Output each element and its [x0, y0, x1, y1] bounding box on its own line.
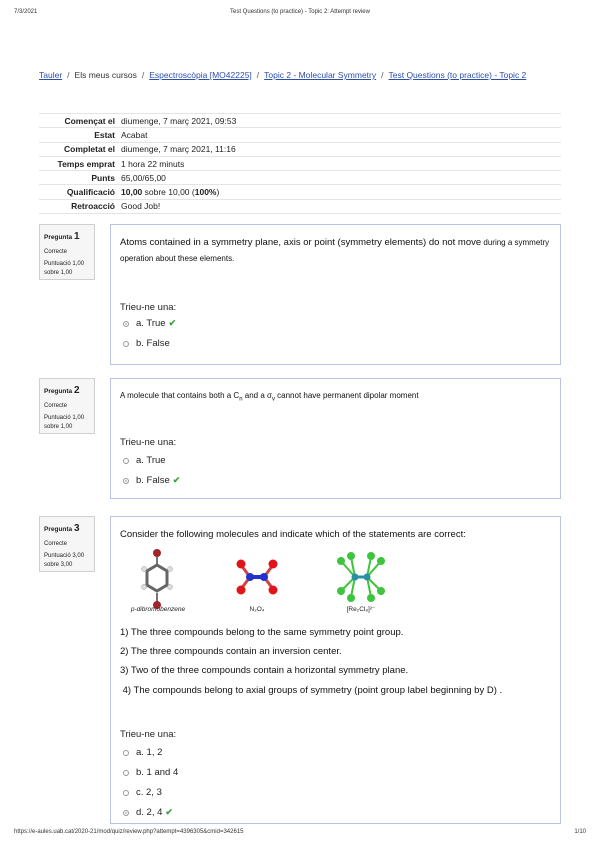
- summary-label: Temps emprat: [39, 156, 119, 170]
- answer-option-c[interactable]: c. 2, 3: [123, 787, 162, 798]
- statement-3: 3) Two of the three compounds contain a horizontal symmetry plane.: [120, 665, 409, 677]
- answer-prompt: Trieu-ne una:: [120, 437, 177, 448]
- radio-unselected[interactable]: [123, 458, 129, 464]
- statements-list: [120, 623, 502, 700]
- molecule-label-dibromobenzene: p-dibromobenzene: [130, 606, 186, 613]
- answer-prompt: Trieu-ne una:: [120, 302, 177, 313]
- statement-4: 4) The compounds belong to axial groups of symmetry (point group label beginning by D) .: [120, 684, 503, 696]
- breadcrumb-course[interactable]: Espectroscòpia [MO42225]: [149, 70, 252, 80]
- answer-option-b[interactable]: b. False: [123, 338, 170, 349]
- question-box-3: [110, 516, 561, 824]
- radio-unselected[interactable]: [123, 341, 129, 347]
- answer-prompt: Trieu-ne una:: [120, 729, 177, 740]
- breadcrumb-quiz[interactable]: Test Questions (to practice) - Topic 2: [388, 70, 527, 80]
- summary-value: 1 hora 22 minuts: [119, 156, 561, 170]
- summary-row: [39, 128, 561, 142]
- summary-label: Estat: [39, 128, 119, 142]
- question-mark: Puntuació 3,00 sobre 3,00: [44, 553, 85, 568]
- summary-row: [39, 156, 561, 170]
- statement-2: 2) The three compounds contain an inversion center.: [120, 646, 342, 658]
- answer-option-b[interactable]: b. 1 and 4: [123, 767, 178, 778]
- summary-value: Good Job!: [119, 199, 561, 213]
- summary-label: Completat el: [39, 142, 119, 156]
- answer-option-a[interactable]: a. True: [123, 455, 166, 466]
- question-number: Pregunta 1: [44, 231, 80, 242]
- answer-option-a[interactable]: a. 1, 2: [123, 747, 162, 758]
- molecule-label-n2o4: N₂O₄: [249, 606, 265, 613]
- radio-unselected[interactable]: [123, 770, 129, 776]
- summary-label: Retroacció: [39, 199, 119, 213]
- answer-option-b[interactable]: b. False ✔: [123, 475, 180, 486]
- summary-label: Començat el: [39, 114, 119, 128]
- n2o4-molecule-image: [235, 555, 279, 599]
- question-number: Pregunta 3: [44, 523, 80, 534]
- check-icon: ✔: [165, 807, 173, 817]
- check-icon: ✔: [168, 318, 177, 328]
- breadcrumb: Tauler / Els meus cursos / Espectroscòpia [MO42225] / Topic 2 - Molecular Symmetry / Test Questions (to practice) - Topic 2: [39, 70, 527, 80]
- question-box-1: [110, 224, 561, 365]
- breadcrumb-courses: Els meus cursos: [74, 70, 137, 80]
- question-state: Correcte: [44, 248, 68, 255]
- summary-row: [39, 142, 561, 156]
- question-number: Pregunta 2: [44, 385, 80, 396]
- summary-label: Qualificació: [39, 185, 119, 199]
- print-date: 7/3/2021: [14, 9, 38, 15]
- check-icon: ✔: [172, 475, 181, 485]
- summary-value: diumenge, 7 març 2021, 11:16: [119, 142, 561, 156]
- statement-1: 1) The three compounds belong to the same symmetry point group.: [120, 627, 404, 638]
- radio-unselected[interactable]: [123, 790, 129, 796]
- question-mark: Puntuació 1,00 sobre 1,00: [44, 415, 85, 430]
- molecule-label-re2cl8: [Re₂Cl₈]²⁻: [346, 606, 376, 613]
- radio-selected[interactable]: [123, 810, 129, 816]
- question-info-2: [39, 378, 95, 434]
- breadcrumb-tauler[interactable]: Tauler: [39, 70, 63, 80]
- print-url: https://e-aules.uab.cat/2020-21/mod/quiz/review.php?attempt=4396305&cmid=342615: [14, 829, 244, 835]
- breadcrumb-topic[interactable]: Topic 2 - Molecular Symmetry: [264, 70, 377, 80]
- question-mark: Puntuació 1,00 sobre 1,00: [44, 261, 85, 276]
- answer-option-d[interactable]: d. 2, 4 ✔: [123, 807, 173, 818]
- radio-selected[interactable]: [123, 478, 129, 484]
- question-state: Correcte: [44, 540, 68, 547]
- summary-label: Punts: [39, 171, 119, 185]
- answer-option-a[interactable]: a. True ✔: [123, 318, 176, 329]
- dibromobenzene-molecule-image: [137, 547, 177, 611]
- summary-value: 10,00 sobre 10,00 (100%): [119, 185, 561, 199]
- summary-value: 65,00/65,00: [119, 171, 561, 185]
- summary-row: [39, 114, 561, 128]
- question-text: A molecule that contains both a $C_n$ and a $\sigma_v$ cannot have permanent dipolar moment: [120, 391, 419, 403]
- re2cl8-molecule-image: [333, 547, 389, 605]
- summary-value: Acabat: [119, 128, 561, 142]
- question-state: Correcte: [44, 402, 68, 409]
- print-page-number: 1/10: [574, 829, 586, 835]
- summary-value: diumenge, 7 març 2021, 09:53: [119, 114, 561, 128]
- question-info-3: [39, 516, 95, 572]
- question-text: Consider the following molecules and indicate which of the statements are correct:: [120, 529, 466, 540]
- summary-row: [39, 171, 561, 185]
- radio-selected[interactable]: [123, 321, 129, 327]
- question-text: Atoms contained in a symmetry plane, axis or point (symmetry elements) do not move during a symmetry operation about these elements.: [120, 237, 550, 263]
- radio-unselected[interactable]: [123, 750, 129, 756]
- print-title: Test Questions (to practice) - Topic 2: Attempt review: [230, 9, 370, 15]
- question-info-1: [39, 224, 95, 280]
- summary-row: [39, 199, 561, 213]
- question-box-2: [110, 378, 561, 499]
- summary-row: [39, 185, 561, 199]
- attempt-summary-table: [39, 113, 561, 214]
